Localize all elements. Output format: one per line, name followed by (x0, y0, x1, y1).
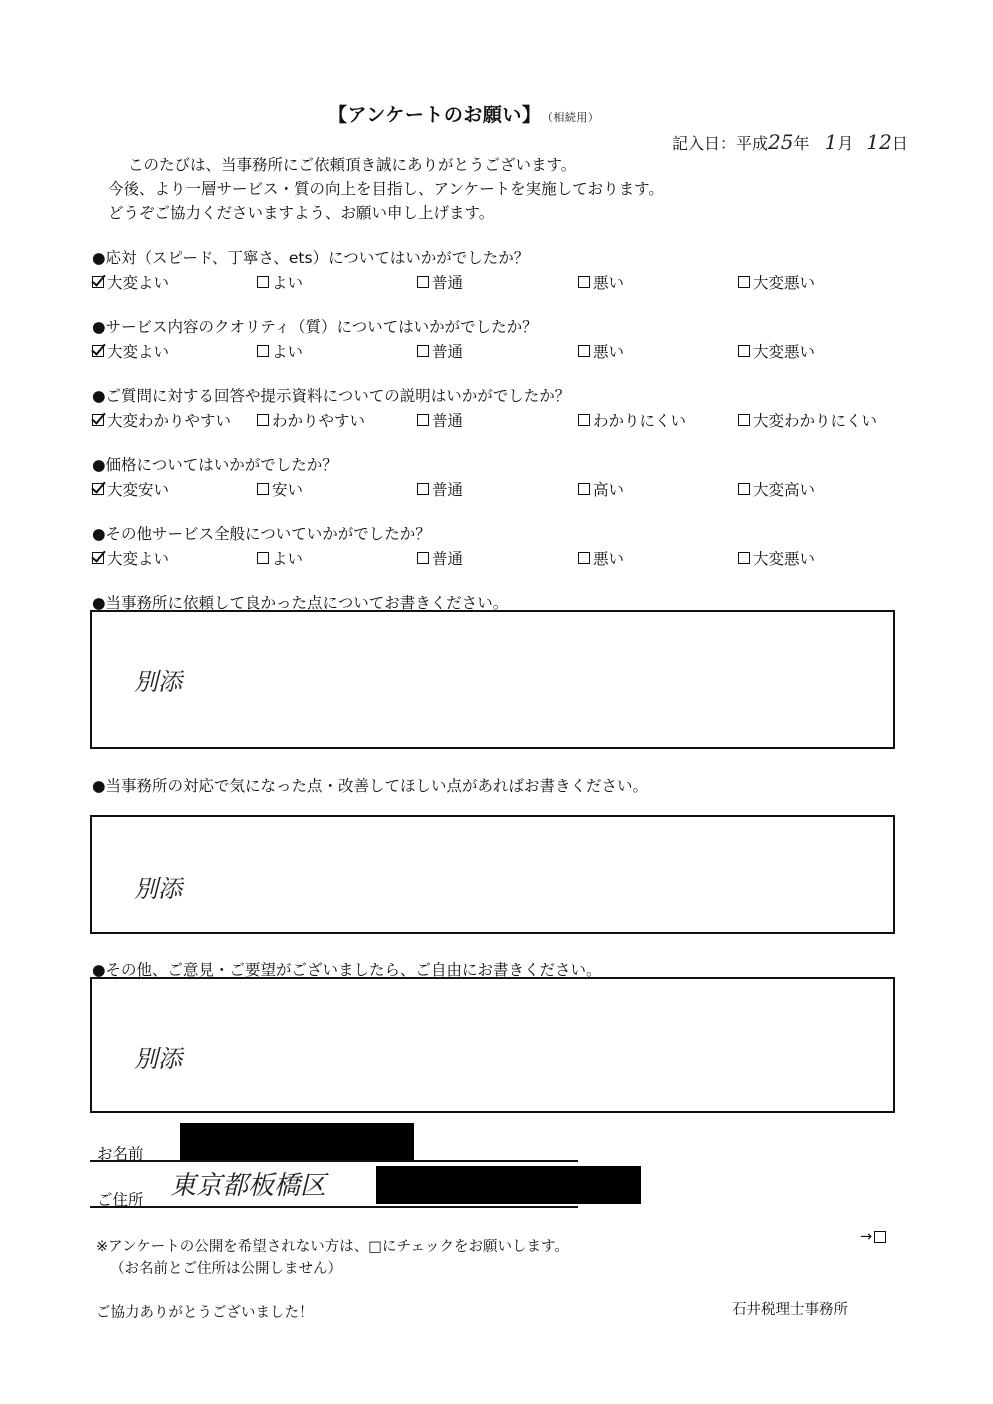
title-text: 【アンケートのお願い】 (328, 104, 542, 126)
free-text-1-answer: 別添 (134, 668, 182, 696)
date-month-field[interactable]: 1 (824, 130, 838, 154)
free-text-2-answer: 別添 (134, 875, 182, 903)
q2-option-5[interactable] (738, 340, 815, 362)
checkbox-icon[interactable] (417, 552, 429, 564)
checkbox-icon[interactable] (417, 345, 429, 357)
option-label: 大変高い (753, 481, 816, 499)
option-label: 大変安い (107, 481, 170, 499)
no-publish-option[interactable] (860, 1229, 889, 1245)
q3-option-1[interactable] (92, 409, 231, 431)
option-label: 普通 (432, 274, 464, 292)
option-label: 悪い (593, 343, 625, 361)
address-input-line (90, 1206, 578, 1208)
q1-option-4[interactable] (578, 271, 624, 293)
name-redacted (180, 1123, 414, 1161)
q1-option-1[interactable] (92, 271, 169, 293)
question-1-text: ●応対（スピード、丁寧さ、ets）についてはいかがでしたか？ (92, 249, 530, 267)
q4-option-1[interactable] (92, 478, 169, 500)
q5-option-1[interactable] (92, 547, 169, 569)
option-label: 普通 (432, 481, 464, 499)
checkbox-icon[interactable] (738, 483, 750, 495)
checkbox-icon[interactable] (257, 552, 269, 564)
checkbox-checked-icon[interactable] (92, 345, 104, 357)
question-3-text: ●ご質問に対する回答や提示資料についての説明はいかがでしたか？ (92, 387, 571, 405)
checkbox-icon[interactable] (874, 1231, 886, 1243)
free-text-2-box[interactable] (90, 815, 895, 934)
option-label: 大変悪い (753, 550, 816, 568)
option-label: 普通 (432, 550, 464, 568)
q5-option-2[interactable] (257, 547, 303, 569)
q1-option-3[interactable] (417, 271, 463, 293)
checkbox-checked-icon[interactable] (92, 414, 104, 426)
option-label: 大変わかりやすい (107, 412, 232, 430)
q4-option-3[interactable] (417, 478, 463, 500)
checkbox-icon[interactable] (417, 414, 429, 426)
intro-line-3: どうぞご協力くださいますよう、お願い申し上げます。 (108, 204, 495, 222)
date-label: 記入日：平成 (672, 134, 769, 153)
intro-line-1: このたびは、当事務所にご依頼頂き誠にありがとうございます。 (128, 156, 577, 174)
option-label: 悪い (593, 550, 625, 568)
entry-date (672, 130, 908, 154)
free-text-1-box[interactable] (90, 610, 895, 749)
q3-option-5[interactable] (738, 409, 877, 431)
checkbox-icon[interactable] (257, 483, 269, 495)
q5-option-4[interactable] (578, 547, 624, 569)
checkbox-icon[interactable] (738, 345, 750, 357)
option-label: わかりやすい (272, 412, 366, 430)
checkbox-icon[interactable] (257, 414, 269, 426)
option-label: よい (272, 343, 304, 361)
checkbox-checked-icon[interactable] (92, 276, 104, 288)
free-text-1-label: ●当事務所に依頼して良かった点についてお書きください。 (92, 594, 509, 612)
q4-option-2[interactable] (257, 478, 303, 500)
checkbox-icon[interactable] (578, 552, 590, 564)
address-label: ご住所 (97, 1191, 144, 1209)
checkbox-icon[interactable] (257, 276, 269, 288)
checkbox-checked-icon[interactable] (92, 483, 104, 495)
option-label: よい (272, 550, 304, 568)
checkbox-icon[interactable] (578, 345, 590, 357)
option-label: わかりにくい (593, 412, 687, 430)
q3-option-3[interactable] (417, 409, 463, 431)
option-label: 大変よい (107, 274, 170, 292)
checkbox-icon[interactable] (417, 483, 429, 495)
checkbox-icon[interactable] (578, 414, 590, 426)
option-label: 安い (272, 481, 304, 499)
q4-option-5[interactable] (738, 478, 815, 500)
q2-option-3[interactable] (417, 340, 463, 362)
checkbox-icon[interactable] (578, 276, 590, 288)
arrow-right-icon: → (860, 1229, 873, 1245)
option-label: 大変よい (107, 550, 170, 568)
address-redacted (376, 1166, 641, 1204)
checkbox-icon[interactable] (738, 276, 750, 288)
checkbox-icon[interactable] (578, 483, 590, 495)
date-year-field[interactable]: 25 (768, 130, 794, 154)
option-label: 普通 (432, 412, 464, 430)
question-4-text: ●価格についてはいかがでしたか？ (92, 456, 338, 474)
form-subtitle: （相続用） (547, 111, 600, 124)
address-input[interactable]: 東京都板橋区 (170, 1171, 327, 1201)
date-day-field[interactable]: 12 (866, 130, 892, 154)
q3-option-2[interactable] (257, 409, 365, 431)
q2-option-4[interactable] (578, 340, 624, 362)
question-5-text: ●その他サービス全般についていかがでしたか？ (92, 525, 431, 543)
checkbox-checked-icon[interactable] (92, 552, 104, 564)
free-text-3-label: ●その他、ご意見・ご要望がございましたら、ご自由にお書きください。 (92, 961, 602, 979)
year-unit: 年 (793, 134, 810, 153)
day-unit: 日 (891, 134, 908, 153)
option-label: 大変わかりにくい (753, 412, 878, 430)
q5-option-3[interactable] (417, 547, 463, 569)
option-label: 大変悪い (753, 274, 816, 292)
q2-option-1[interactable] (92, 340, 169, 362)
option-label: 高い (593, 481, 625, 499)
name-label: お名前 (97, 1145, 144, 1163)
option-label: 普通 (432, 343, 464, 361)
free-text-3-box[interactable] (90, 977, 895, 1113)
question-2-text: ●サービス内容のクオリティ（質）についてはいかがでしたか？ (92, 318, 538, 336)
office-name: 石井税理士事務所 (732, 1302, 848, 1318)
q5-option-5[interactable] (738, 547, 815, 569)
q2-option-2[interactable] (257, 340, 303, 362)
option-label: 大変悪い (753, 343, 816, 361)
checkbox-icon[interactable] (738, 414, 750, 426)
option-label: 悪い (593, 274, 625, 292)
option-label: 大変よい (107, 343, 170, 361)
form-title (328, 100, 599, 127)
name-input-line[interactable] (90, 1160, 578, 1162)
month-unit: 月 (837, 134, 854, 153)
option-label: よい (272, 274, 304, 292)
q3-option-4[interactable] (578, 409, 686, 431)
thanks-text: ご協力ありがとうございました！ (96, 1305, 314, 1321)
intro-line-2: 今後、より一層サービス・質の向上を目指し、アンケートを実施しております。 (108, 180, 664, 198)
checkbox-icon[interactable] (257, 345, 269, 357)
q1-option-2[interactable] (257, 271, 303, 293)
q4-option-4[interactable] (578, 478, 624, 500)
publish-note-2: （お名前とご住所は公開しません） (110, 1261, 342, 1277)
publish-note: ※アンケートの公開を希望されない方は、□にチェックをお願いします。 (96, 1239, 569, 1255)
checkbox-icon[interactable] (738, 552, 750, 564)
free-text-3-answer: 別添 (134, 1045, 182, 1073)
q1-option-5[interactable] (738, 271, 815, 293)
free-text-2-label: ●当事務所の対応で気になった点・改善してほしい点があればお書きください。 (92, 777, 649, 795)
checkbox-icon[interactable] (417, 276, 429, 288)
